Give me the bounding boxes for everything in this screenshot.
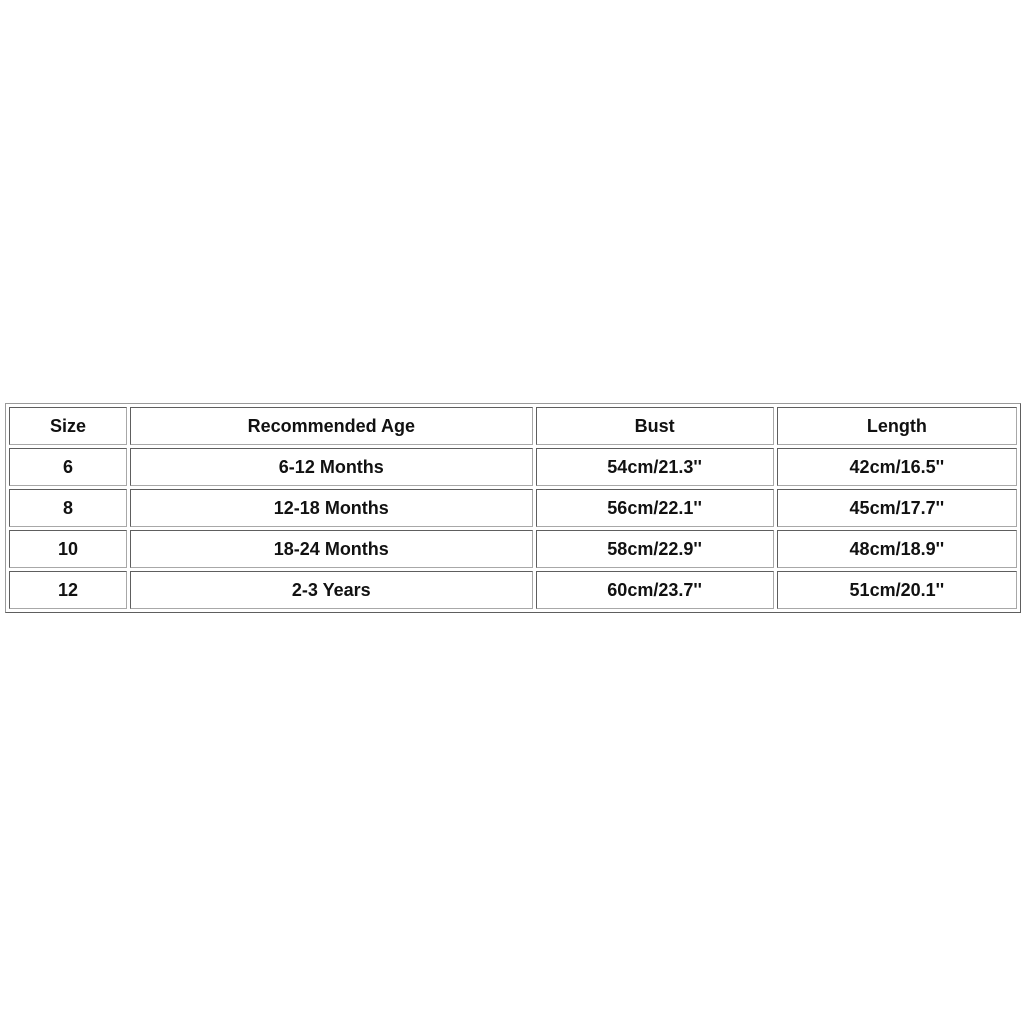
cell-recommended-age: 12-18 Months [130, 489, 532, 527]
table-row [9, 571, 1017, 609]
cell-size: 8 [9, 489, 127, 527]
cell-length: 45cm/17.7'' [777, 489, 1017, 527]
header-bust: Bust [536, 407, 774, 445]
cell-bust: 58cm/22.9'' [536, 530, 774, 568]
table-row [9, 489, 1017, 527]
cell-recommended-age: 18-24 Months [130, 530, 532, 568]
size-chart-container [5, 403, 1021, 613]
table-header-row [9, 407, 1017, 445]
cell-length: 48cm/18.9'' [777, 530, 1017, 568]
cell-bust: 54cm/21.3'' [536, 448, 774, 486]
cell-length: 51cm/20.1'' [777, 571, 1017, 609]
cell-size: 10 [9, 530, 127, 568]
header-length: Length [777, 407, 1017, 445]
cell-recommended-age: 6-12 Months [130, 448, 532, 486]
size-chart-table [5, 403, 1021, 613]
header-size: Size [9, 407, 127, 445]
cell-size: 12 [9, 571, 127, 609]
table-row [9, 448, 1017, 486]
header-recommended-age: Recommended Age [130, 407, 532, 445]
cell-length: 42cm/16.5'' [777, 448, 1017, 486]
cell-recommended-age: 2-3 Years [130, 571, 532, 609]
cell-bust: 56cm/22.1'' [536, 489, 774, 527]
cell-bust: 60cm/23.7'' [536, 571, 774, 609]
cell-size: 6 [9, 448, 127, 486]
table-row [9, 530, 1017, 568]
